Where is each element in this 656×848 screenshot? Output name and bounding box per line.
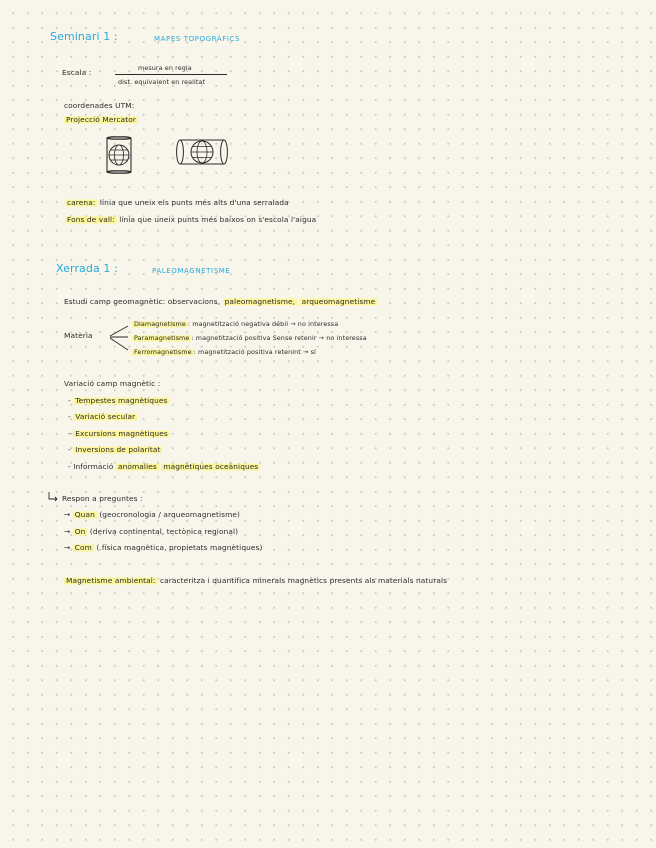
coordenades-utm: coordenades UTM: bbox=[64, 101, 135, 110]
arrow-icon: → bbox=[64, 527, 71, 536]
variacio-item-1 bbox=[68, 396, 169, 406]
list-dash: - bbox=[68, 445, 71, 454]
fons-de-vall-term: Fons de vall: bbox=[67, 215, 115, 224]
escala-label: Escala : bbox=[62, 68, 92, 77]
variacio-item-3 bbox=[68, 429, 170, 439]
list-dash: - bbox=[68, 412, 71, 421]
cylinder-globe-upright-icon bbox=[104, 135, 134, 175]
paramagnetisme-line bbox=[132, 333, 367, 343]
paramagnetisme-definition: : magnetització positiva Sense retenir → no interessa bbox=[191, 334, 367, 342]
variacio-item-5-suffix: magnètiques oceàniques bbox=[163, 462, 259, 471]
variacio-item-5-prefix: Informació bbox=[73, 462, 114, 471]
variacio-item-2-text: Variació secular bbox=[75, 412, 136, 421]
quan-definition: (geocronologia / arqueomagnetisme) bbox=[99, 510, 241, 519]
estudi-paleomagnetisme: paleomagnetisme, bbox=[224, 297, 296, 306]
diamagnetisme-definition: : magnetització negativa débil → no interessa bbox=[187, 320, 339, 328]
respon-preguntes: Respon a preguntes : bbox=[62, 494, 143, 503]
estudi-line bbox=[64, 297, 377, 307]
diamagnetisme-term: Diamagnetisme bbox=[134, 320, 186, 328]
fons-de-vall-line bbox=[65, 215, 316, 225]
on-term: On bbox=[74, 527, 86, 536]
on-definition: (deriva continental, tectònica regional) bbox=[89, 527, 239, 536]
escala-fraction-bar bbox=[115, 74, 227, 75]
variacio-item-5 bbox=[68, 462, 260, 472]
paramagnetisme-term: Paramagnetisme bbox=[134, 334, 190, 342]
ferromagnetisme-definition: : magnetització positiva retenint → sí bbox=[193, 348, 316, 356]
ferromagnetisme-term: Ferromagnetisme bbox=[134, 348, 192, 356]
curved-arrow-icon bbox=[47, 491, 59, 503]
list-dash: - bbox=[68, 396, 71, 405]
magnetisme-ambiental-definition: caracteritza i quantifica minerals magnètics presents als materials naturals bbox=[159, 576, 448, 585]
xerrada-subtitle: PALEOMAGNETISME bbox=[152, 267, 231, 275]
variacio-item-4 bbox=[68, 445, 162, 455]
magnetisme-ambiental-line bbox=[64, 576, 447, 586]
projeccio-mercator bbox=[64, 115, 138, 125]
escala-denominator: dist. equivalent en realitat bbox=[118, 78, 206, 86]
carena-definition: línia que uneix els punts més alts d'una serralada bbox=[99, 198, 289, 207]
seminari-subtitle: MAPES TOPOGRÀFICS bbox=[154, 35, 241, 43]
list-dash: - bbox=[68, 462, 71, 471]
com-line bbox=[64, 543, 262, 553]
variacio-item-3-text: Excursions magnètiques bbox=[75, 429, 168, 438]
carena-term: carena: bbox=[67, 198, 96, 207]
magnetisme-ambiental-term: Magnetisme ambiental: bbox=[66, 576, 156, 585]
projeccio-highlight: Projecció Mercator bbox=[66, 115, 137, 124]
carena-line bbox=[65, 198, 289, 208]
estudi-prefix: Estudi camp geomagnètic: bbox=[64, 297, 166, 306]
ferromagnetisme-line bbox=[132, 347, 316, 357]
estudi-arqueomagnetisme: arqueomagnetisme bbox=[301, 297, 376, 306]
estudi-observacions: observacions, bbox=[167, 297, 221, 306]
com-term: Com bbox=[74, 543, 92, 552]
quan-term: Quan bbox=[74, 510, 95, 519]
quan-line bbox=[64, 510, 240, 520]
variacio-item-1-text: Tempestes magnètiques bbox=[75, 396, 168, 405]
materia-label: Matèria bbox=[64, 331, 93, 340]
arrow-icon: → bbox=[64, 510, 71, 519]
variacio-title: Variació camp magnètic : bbox=[64, 379, 161, 388]
on-line bbox=[64, 527, 238, 537]
fons-de-vall-definition: línia que uneix punts més baixos on s'escola l'aigua bbox=[119, 215, 317, 224]
variacio-item-4-text: Inversions de polaritat bbox=[75, 445, 161, 454]
diamagnetisme-line bbox=[132, 319, 338, 329]
list-dash: - bbox=[68, 429, 71, 438]
cylinder-globe-sideways-icon bbox=[174, 137, 230, 167]
xerrada-title: Xerrada 1 : bbox=[56, 262, 118, 275]
variacio-item-2 bbox=[68, 412, 137, 422]
com-definition: ( física magnètica, propietats magnètiques) bbox=[96, 543, 263, 552]
escala-numerator: mesura en regla bbox=[138, 64, 192, 72]
arrow-icon: → bbox=[64, 543, 71, 552]
materia-branch-lines bbox=[108, 322, 132, 356]
seminari-title: Seminari 1 : bbox=[50, 30, 118, 43]
variacio-item-5-highlight: anomalies bbox=[117, 462, 157, 471]
